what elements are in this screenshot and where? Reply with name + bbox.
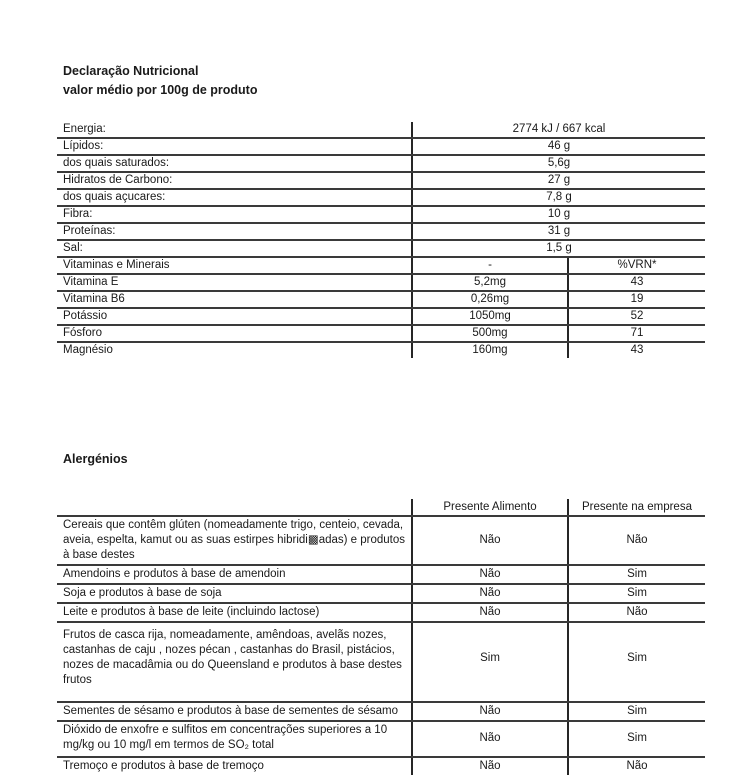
allergen-row <box>57 757 705 775</box>
nutrient-value: 2774 kJ / 667 kcal <box>412 122 705 138</box>
vitamin-vrn-value: 52 <box>568 308 705 325</box>
allergen-present-food: Não <box>412 702 568 721</box>
nutrition-row <box>57 223 705 240</box>
vitamin-row <box>57 274 705 291</box>
allergens-section-title: Alergénios <box>63 452 128 466</box>
vitamins-header-value: - <box>412 257 568 274</box>
vitamin-value: 160mg <box>412 342 568 358</box>
allergen-name: Frutos de casca rija, nomeadamente, amêndoas, avelãs nozes, castanhas de caju , nozes pécan , castanhas do Brasil, pistácios, nozes de macadâmia ou do Queensland e produtos à base destes frutos <box>57 622 412 702</box>
allergen-row <box>57 702 705 721</box>
nutrition-row <box>57 138 705 155</box>
vitamin-vrn-value: 71 <box>568 325 705 342</box>
allergen-header-row <box>57 499 705 516</box>
allergen-table <box>57 499 705 775</box>
vitamin-value: 1050mg <box>412 308 568 325</box>
vitamin-vrn-value: 19 <box>568 291 705 308</box>
nutrient-value: 27 g <box>412 172 705 189</box>
vitamins-header-vrn: %VRN* <box>568 257 705 274</box>
allergen-present-food: Não <box>412 757 568 775</box>
allergen-name: Amendoins e produtos à base de amendoin <box>57 565 412 584</box>
vitamin-row <box>57 342 705 358</box>
vitamin-value: 0,26mg <box>412 291 568 308</box>
nutrient-value: 10 g <box>412 206 705 223</box>
allergen-name: Sementes de sésamo e produtos à base de sementes de sésamo <box>57 702 412 721</box>
vitamins-header-row <box>57 257 705 274</box>
page-subtitle: valor médio por 100g de produto <box>63 83 258 97</box>
allergen-present-food: Não <box>412 584 568 603</box>
allergen-row <box>57 565 705 584</box>
nutrient-label: dos quais açucares: <box>57 189 412 206</box>
nutrient-label: Hidratos de Carbono: <box>57 172 412 189</box>
allergen-present-company: Sim <box>568 622 705 702</box>
allergen-header-food: Presente Alimento <box>412 499 568 516</box>
allergen-header-empty <box>57 499 412 516</box>
allergen-name: Leite e produtos à base de leite (incluindo lactose) <box>57 603 412 622</box>
nutrient-label: Proteínas: <box>57 223 412 240</box>
vitamin-label: Vitamina B6 <box>57 291 412 308</box>
vitamin-label: Potássio <box>57 308 412 325</box>
nutrition-row <box>57 155 705 172</box>
document-header <box>63 62 257 100</box>
vitamin-value: 5,2mg <box>412 274 568 291</box>
nutrition-row <box>57 206 705 223</box>
allergen-present-food: Não <box>412 603 568 622</box>
allergen-table-head <box>57 499 705 516</box>
allergen-row <box>57 603 705 622</box>
allergen-present-company: Não <box>626 760 648 772</box>
allergen-present-company: Não <box>568 516 705 565</box>
nutrient-label: Sal: <box>57 240 412 257</box>
vitamin-label: Fósforo <box>57 325 412 342</box>
allergen-present-company: Sim <box>568 721 705 757</box>
allergen-present-company: Sim <box>568 565 705 584</box>
vitamins-header-label: Vitaminas e Minerais <box>57 257 412 274</box>
allergen-present-company: Não <box>568 603 705 622</box>
allergen-rows <box>57 516 705 775</box>
allergen-row <box>57 721 705 757</box>
vitamin-row <box>57 291 705 308</box>
allergen-row <box>57 622 705 702</box>
nutrient-value: 46 g <box>412 138 705 155</box>
nutrition-table <box>57 122 705 358</box>
nutrient-value: 1,5 g <box>412 240 705 257</box>
allergen-row <box>57 516 705 565</box>
nutrition-row <box>57 172 705 189</box>
allergen-present-company: Sim <box>568 702 705 721</box>
vitamin-label: Vitamina E <box>57 274 412 291</box>
allergen-present-food: Não <box>412 565 568 584</box>
nutrient-label: dos quais saturados: <box>57 155 412 172</box>
nutrient-label: Energia: <box>57 122 412 138</box>
allergen-name: Tremoço e produtos à base de tremoço <box>57 757 412 775</box>
nutrient-value: 7,8 g <box>412 189 705 206</box>
nutrient-value: 5,6g <box>412 155 705 172</box>
vitamin-row <box>57 325 705 342</box>
vitamin-value: 500mg <box>412 325 568 342</box>
allergen-present-food: Não <box>412 516 568 565</box>
nutrition-row <box>57 122 705 138</box>
allergen-row <box>57 584 705 603</box>
allergen-name: Cereais que contêm glúten (nomeadamente trigo, centeio, cevada, aveia, espelta, kamut ou as suas estirpes hibridi▩adas) e produtos à base destes <box>57 516 412 565</box>
vitamin-vrn-value: 43 <box>630 344 644 356</box>
nutrition-rows <box>57 122 705 358</box>
nutrition-row <box>57 189 705 206</box>
page-title: Declaração Nutricional <box>63 64 199 78</box>
allergen-name: Soja e produtos à base de soja <box>57 584 412 603</box>
nutrient-label: Fibra: <box>57 206 412 223</box>
allergen-present-company: Sim <box>568 584 705 603</box>
vitamin-label: Magnésio <box>57 342 412 358</box>
vitamin-row <box>57 308 705 325</box>
allergen-present-food: Não <box>412 721 568 757</box>
allergen-header-company: Presente na empresa <box>568 499 705 516</box>
vitamin-vrn-value: 43 <box>568 274 705 291</box>
nutrient-value: 31 g <box>412 223 705 240</box>
allergen-name: Dióxido de enxofre e sulfitos em concentrações superiores a 10 mg/kg ou 10 mg/l em termos de SO₂ total <box>57 721 412 757</box>
nutrition-row <box>57 240 705 257</box>
allergen-present-food: Sim <box>412 622 568 702</box>
nutrient-label: Lípidos: <box>57 138 412 155</box>
